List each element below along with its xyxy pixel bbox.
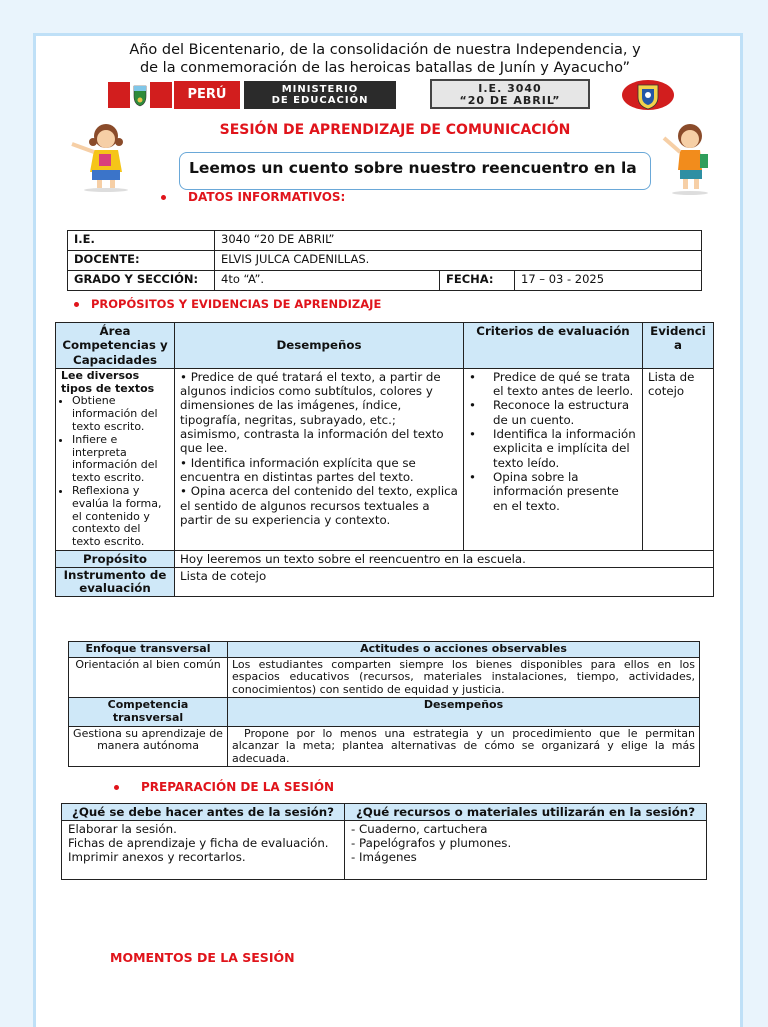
table-row (68, 231, 702, 251)
table-row (56, 368, 714, 550)
instrumento-label: Instrumento de evaluación (56, 568, 175, 597)
competencia-transversal-header: Competencia transversal (69, 698, 228, 726)
list-item: • Opina acerca del contenido del texto, explica el sentido de algunos recursos textuales a partir de su experiencia y contexto. (180, 484, 458, 527)
info-table (67, 230, 702, 291)
header-line-1: Año del Bicentenario, de la consolidación de nuestra Independencia, y (129, 42, 641, 58)
peru-label: PERÚ (174, 81, 240, 109)
bullet-icon: • (469, 469, 476, 484)
datos-informativos-heading (161, 190, 345, 204)
table-row (56, 551, 714, 568)
girl-with-book-illustration-icon (66, 120, 148, 192)
desempenos-transversal-value: Propone por lo menos una estrategia y un procedimiento que le permitan alcanzar la meta; plantea alternativas de cómo se organizará y elige la más adecuada. (228, 726, 700, 767)
docente-label: DOCENTE: (68, 251, 215, 271)
datos-heading-text: DATOS INFORMATIVOS: (188, 190, 346, 204)
criterio-text: Identifica la información explicita e implícita del texto leído. (493, 427, 636, 470)
list-item: - Imágenes (351, 850, 417, 864)
bullet-icon: • (469, 369, 476, 384)
competencia-cell (56, 368, 175, 550)
purposes-table (55, 322, 714, 597)
ministry-line-2: DE EDUCACIÓN (271, 95, 369, 106)
list-item: • Identifica información explícita que se encuentra en distintas partes del texto. (180, 455, 416, 484)
proposito-label: Propósito (56, 551, 175, 568)
fecha-value: 17 – 03 - 2025 (515, 271, 702, 291)
list-item: - Cuaderno, cartuchera (351, 822, 488, 836)
fecha-label: FECHA: (440, 271, 515, 291)
instrumento-value: Lista de cotejo (175, 568, 714, 597)
proposito-value: Hoy leeremos un texto sobre el reencuentro en la escuela. (175, 551, 714, 568)
bullet-icon: • (469, 427, 476, 442)
table-row (68, 271, 702, 291)
criterio-text: Opina sobre la información presente en el texto. (493, 469, 619, 513)
desempenos-transversal-header: Desempeños (228, 698, 700, 726)
evidencia-header: Evidencia (643, 323, 714, 369)
desempenos-cell (175, 368, 464, 550)
list-item: • Predice de qué tratará el texto, a partir de algunos indicios como subtítulos, colores y dimensiones de las imágenes, índice, tipografía, negritas, subrayado, etc.; asimismo, contrasta la información del texto que lee. (180, 369, 444, 456)
header-line-2: de la conmemoración de las heroicas batallas de Junín y Ayacucho” (139, 60, 631, 76)
desempenos-header: Desempeños (175, 323, 464, 369)
table-row (68, 251, 702, 271)
table-header-row (56, 323, 714, 369)
session-title: SESIÓN DE APRENDIZAJE DE COMUNICACIÓN (219, 122, 571, 138)
list-item (469, 427, 637, 470)
table-row (62, 821, 707, 880)
before-header: ¿Qué se debe hacer antes de la sesión? (62, 804, 345, 821)
institution-banner (108, 78, 690, 112)
list-item: - Papelógrafos y plumones. (351, 836, 512, 850)
transversal-table (68, 641, 700, 767)
table-header-row (62, 804, 707, 821)
table-header-row (69, 698, 700, 726)
competencia-name: Lee diversos tipos de textos (61, 368, 155, 395)
school-line-2: “20 DE ABRIL” (459, 94, 561, 107)
list-item: Elaborar la sesión. (68, 822, 177, 836)
bullet-icon (161, 195, 166, 200)
competencia-transversal-value: Gestiona su aprendizaje de manera autónoma (69, 726, 228, 767)
preparacion-heading-text: PREPARACIÓN DE LA SESIÓN (141, 780, 335, 794)
list-item (469, 470, 637, 513)
list-item (469, 398, 637, 427)
bullet-icon (114, 785, 119, 790)
ministry-line-1: MINISTERIO (281, 84, 359, 95)
area-header: Área Competencias y Capacidades (56, 323, 175, 369)
table-row (69, 726, 700, 767)
list-item: Fichas de aprendizaje y ficha de evaluación. (68, 836, 329, 850)
school-line-1: I.E. 3040 (478, 82, 542, 95)
evidencia-cell: Lista de cotejo (643, 368, 714, 550)
peru-coat-of-arms-icon (108, 78, 172, 112)
ministry-label (244, 81, 396, 109)
ie-label: I.E. (68, 231, 215, 251)
actitudes-header: Actitudes o acciones observables (228, 642, 700, 658)
list-item: Imprimir anexos y recortarlos. (68, 850, 246, 864)
criterio-text: Reconoce la estructura de un cuento. (493, 398, 630, 427)
grado-value: 4to “A”. (215, 271, 440, 291)
list-item (469, 370, 637, 399)
actitudes-value: Los estudiantes comparten siempre los bienes disponibles para ellos en los espacios educativos (recursos, materiales instalaciones, tiempo, actividades, conocimientos) con sentido de equidad y justicia. (228, 657, 700, 698)
criterio-text: Predice de qué se trata el texto antes de leerlo. (493, 369, 634, 399)
criterios-cell (464, 368, 643, 550)
list-item: • Reflexiona y evalúa la forma, el contenido y contexto del texto escrito. (72, 485, 169, 549)
preparation-table (61, 803, 707, 880)
before-cell (62, 821, 345, 880)
list-item: • Obtiene información del texto escrito. (72, 395, 169, 433)
momentos-heading: MOMENTOS DE LA SESIÓN (110, 950, 295, 965)
preparacion-heading (114, 780, 334, 794)
propositos-heading-text: PROPÓSITOS Y EVIDENCIAS DE APRENDIZAJE (91, 297, 382, 311)
criterios-list (469, 370, 637, 513)
enfoque-value: Orientación al bien común (69, 657, 228, 698)
criterios-header: Criterios de evaluación (464, 323, 643, 369)
bullet-icon: • (469, 398, 476, 413)
propositos-heading (74, 297, 381, 311)
school-shield-icon (620, 78, 676, 112)
table-row (69, 657, 700, 698)
session-subtitle: Leemos un cuento sobre nuestro reencuentro en la (189, 159, 637, 177)
resources-cell (345, 821, 707, 880)
enfoque-header: Enfoque transversal (69, 642, 228, 658)
list-item: • Infiere e interpreta información del texto escrito. (72, 434, 169, 485)
docente-value: ELVIS JULCA CADENILLAS. (215, 251, 702, 271)
school-label (430, 79, 590, 109)
capacidades-list (61, 395, 169, 549)
ie-value: 3040 “20 DE ABRIL” (215, 231, 702, 251)
grado-label: GRADO Y SECCIÓN: (68, 271, 215, 291)
boy-waving-illustration-icon (654, 120, 720, 196)
table-header-row (69, 642, 700, 658)
session-subtitle-box (179, 152, 651, 190)
table-row (56, 568, 714, 597)
resources-header: ¿Qué recursos o materiales utilizarán en la sesión? (345, 804, 707, 821)
header-title (60, 41, 710, 77)
bullet-icon (74, 302, 79, 307)
